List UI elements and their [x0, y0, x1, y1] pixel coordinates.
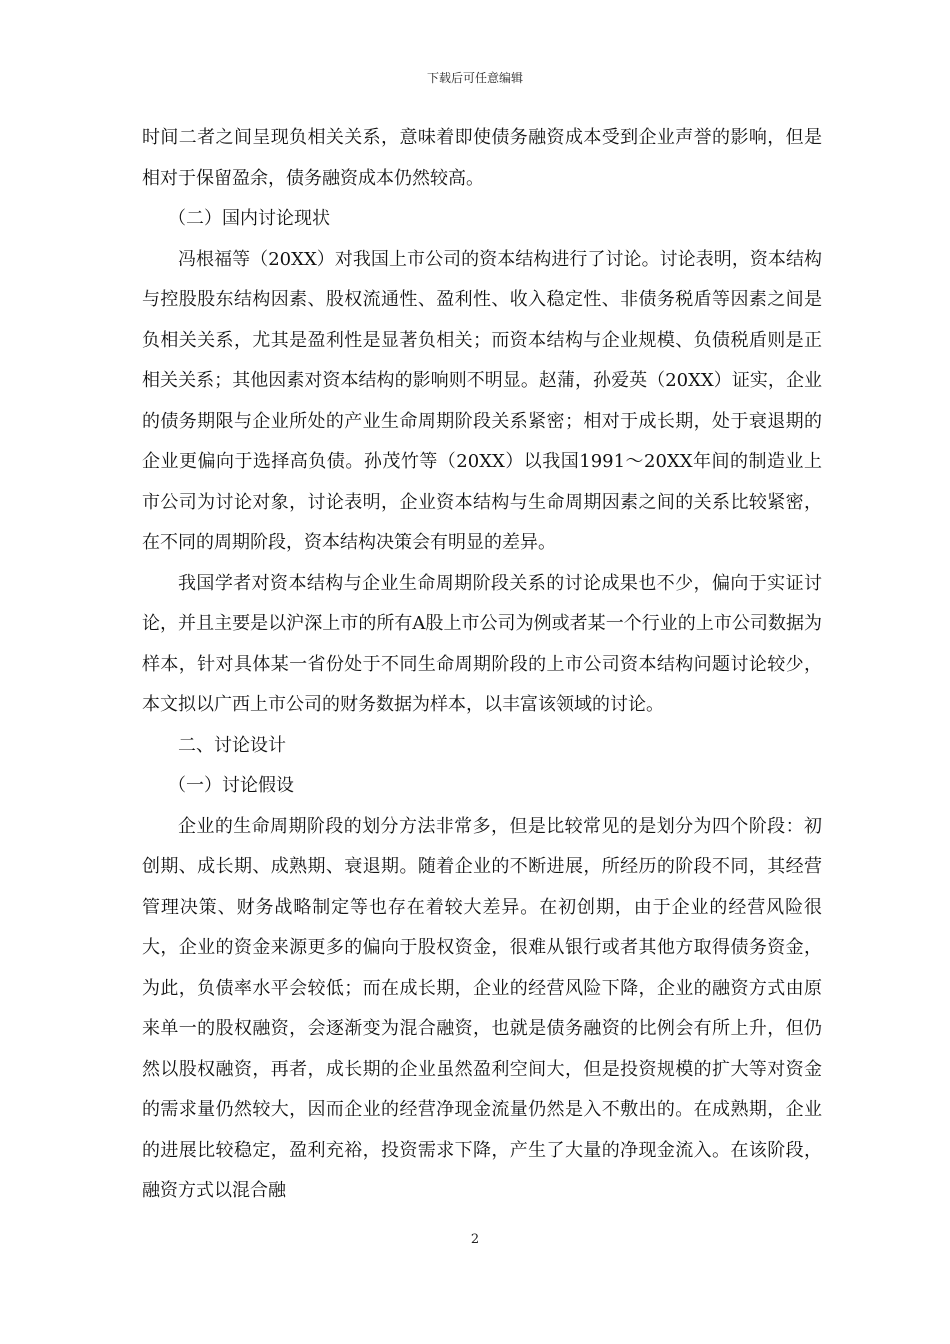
- paragraph-domestic-research: 冯根福等（20XX）对我国上市公司的资本结构进行了讨论。讨论表明，资本结构与控股股东结构因素、股权流通性、盈利性、收入稳定性、非债务税盾等因素之间是负相关关系，尤其是盈利性是显著负相关；而资本结构与企业规模、负债税盾则是正相关关系；其他因素对资本结构的影响则不明显。赵蒲，孙爱英（20XX）证实，企业的债务期限与企业所处的产业生命周期阶段关系紧密；相对于成长期，处于衰退期的企业更偏向于选择高负债。孙茂竹等（20XX）以我国1991～20XX年间的制造业上市公司为讨论对象，讨论表明，企业资本结构与生命周期因素之间的关系比较紧密，在不同的周期阶段，资本结构决策会有明显的差异。: [142, 248, 822, 553]
- page-number: 2: [470, 1232, 480, 1247]
- section-heading-domestic-status: （二）国内讨论现状: [168, 208, 330, 229]
- page-header: 下载后可任意编辑: [426, 71, 523, 85]
- body-text: [142, 118, 822, 1212]
- paragraph-research-gap: 我国学者对资本结构与企业生命周期阶段关系的讨论成果也不少，偏向于实证讨论，并且主要是以沪深上市的所有A股上市公司为例或者某一个行业的上市公司数据为样本，针对具体某一省份处于不同生命周期阶段的上市公司资本结构问题讨论较少，本文拟以广西上市公司的财务数据为样本，以丰富该领域的讨论。: [142, 572, 822, 715]
- paragraph-continued: 时间二者之间呈现负相关关系，意味着即使债务融资成本受到企业声誉的影响，但是相对于保留盈余，债务融资成本仍然较高。: [142, 127, 822, 189]
- section-heading-hypothesis: （一）讨论假设: [168, 775, 294, 796]
- section-heading-research-design: 二、讨论设计: [178, 734, 286, 756]
- paragraph-lifecycle-stages: 企业的生命周期阶段的划分方法非常多，但是比较常见的是划分为四个阶段：初创期、成长期、成熟期、衰退期。随着企业的不断进展，所经历的阶段不同，其经营管理决策、财务战略制定等也存在着较大差异。在初创期，由于企业的经营风险很大，企业的资金来源更多的偏向于股权资金，很难从银行或者其他方取得债务资金，为此，负债率水平会较低；而在成长期，企业的经营风险下降，企业的融资方式由原来单一的股权融资，会逐渐变为混合融资，也就是债务融资的比例会有所上升，但仍然以股权融资，再者，成长期的企业虽然盈利空间大，但是投资规模的扩大等对资金的需求量仍然较大，因而企业的经营净现金流量仍然是入不敷出的。在成熟期，企业的进展比较稳定，盈利充裕，投资需求下降，产生了大量的净现金流入。在该阶段，融资方式以混合融: [142, 815, 822, 1201]
